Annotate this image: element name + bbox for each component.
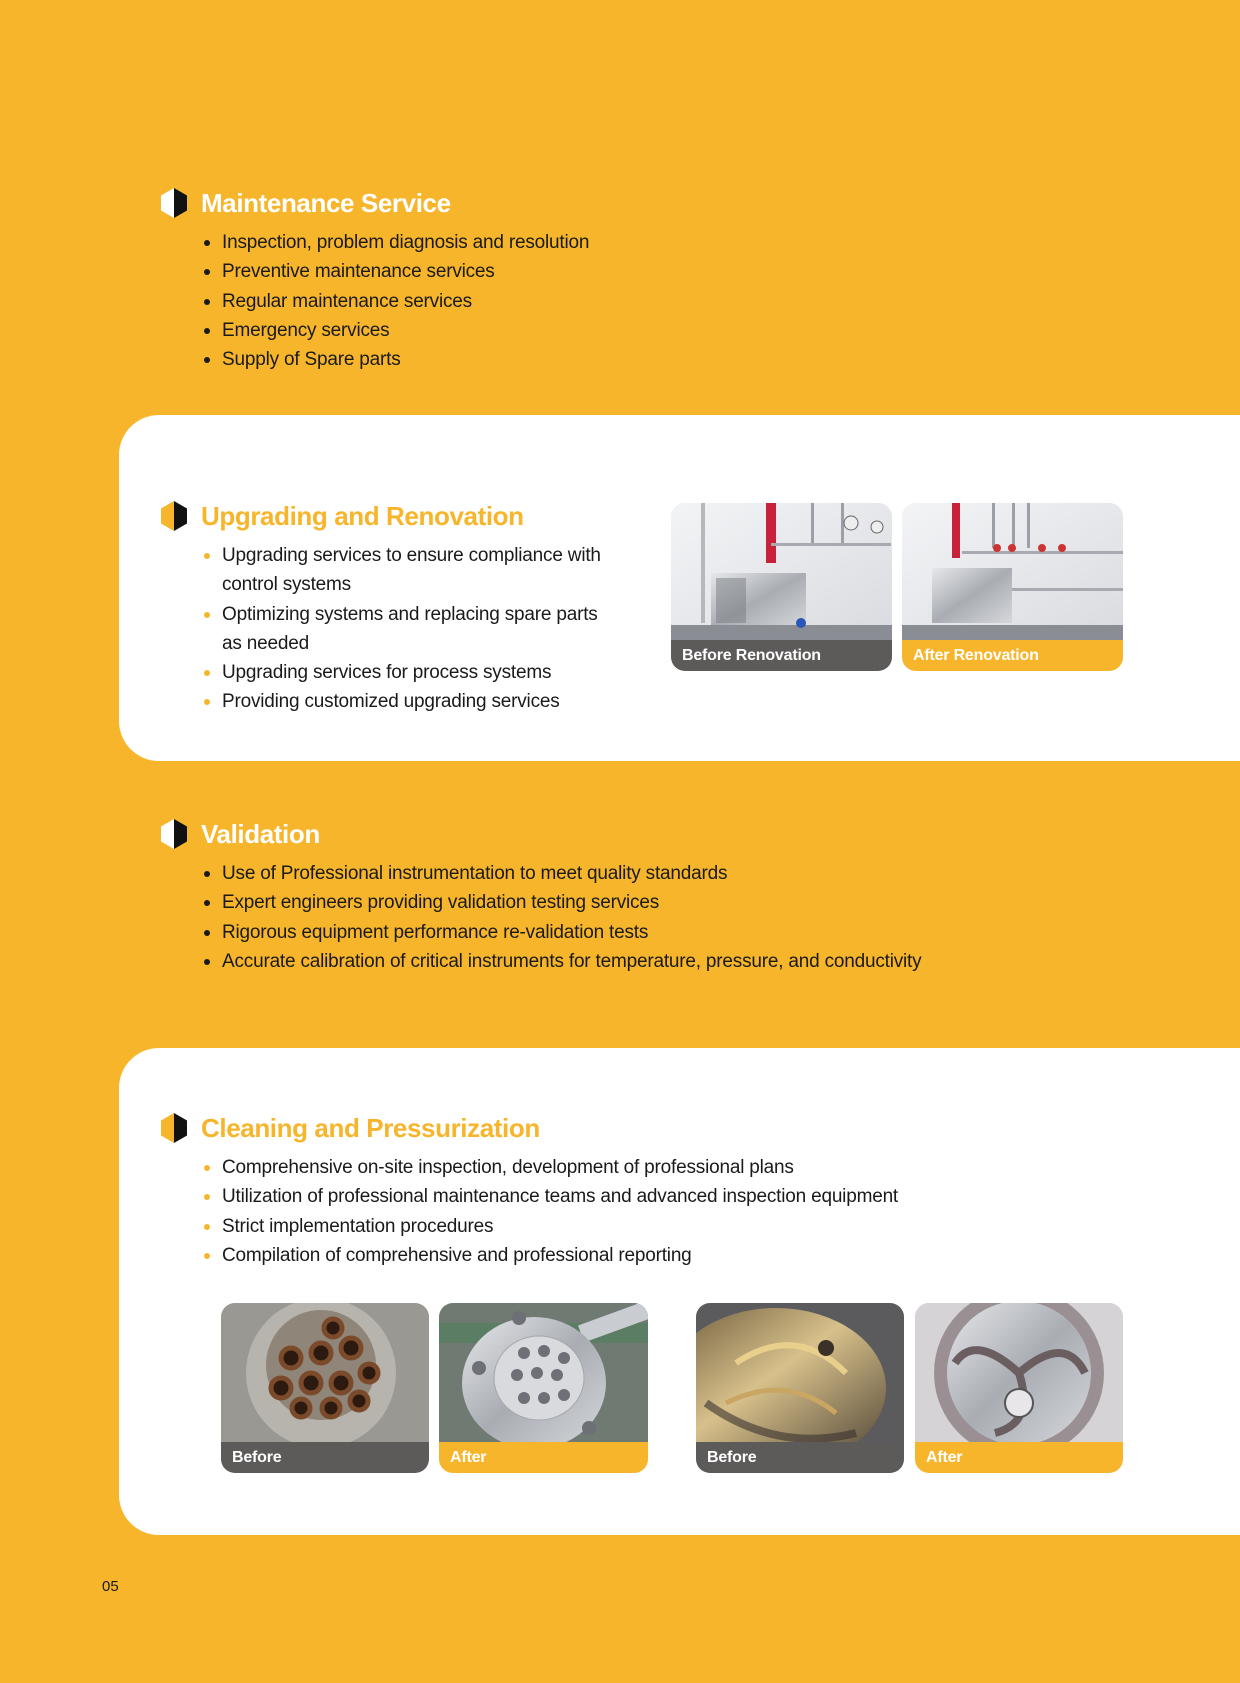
section-heading <box>160 819 921 849</box>
photo-piping-after <box>902 503 1123 640</box>
photo-rusty-tube-sheet <box>221 1303 429 1442</box>
image-label: After Renovation <box>902 640 1123 671</box>
section-title: Cleaning and Pressurization <box>201 1112 540 1143</box>
list-item: Rigorous equipment performance re-validation tests <box>204 918 921 947</box>
image-card-after <box>439 1303 648 1473</box>
list-item: Comprehensive on-site inspection, development of professional plans <box>204 1153 898 1182</box>
section-title: Validation <box>201 818 320 849</box>
section-validation <box>160 819 921 976</box>
hexagon-half-white-black-icon <box>160 188 188 218</box>
bullet-list <box>160 859 921 976</box>
list-item: Expert engineers providing validation testing services <box>204 888 921 917</box>
hexagon-half-orange-black-icon <box>160 501 188 531</box>
list-item: Compilation of comprehensive and professional reporting <box>204 1241 898 1270</box>
hexagon-half-orange-black-icon <box>160 1113 188 1143</box>
section-title: Upgrading and Renovation <box>201 500 524 531</box>
list-item: Emergency services <box>204 316 589 345</box>
image-card-before <box>221 1303 429 1473</box>
list-item: Inspection, problem diagnosis and resolution <box>204 228 589 257</box>
image-label: Before Renovation <box>671 640 892 671</box>
photo-clean-tube-sheet <box>439 1303 648 1442</box>
image-label: Before <box>696 1442 904 1473</box>
section-heading <box>160 1113 898 1143</box>
list-item: Upgrading services for process systems <box>204 658 612 687</box>
list-item: Optimizing systems and replacing spare parts as needed <box>204 600 612 659</box>
image-card-after <box>915 1303 1123 1473</box>
list-item: Supply of Spare parts <box>204 345 589 374</box>
section-cleaning-pressurization <box>160 1113 898 1270</box>
list-item: Regular maintenance services <box>204 287 589 316</box>
section-upgrading-renovation <box>160 501 612 717</box>
list-item: Use of Professional instrumentation to meet quality standards <box>204 859 921 888</box>
image-card-after-renovation <box>902 503 1123 671</box>
page-number: 05 <box>102 1578 119 1595</box>
bullet-list <box>160 228 589 374</box>
image-card-before-renovation <box>671 503 892 671</box>
image-label: After <box>915 1442 1123 1473</box>
list-item: Preventive maintenance services <box>204 257 589 286</box>
image-card-before <box>696 1303 904 1473</box>
image-label: Before <box>221 1442 429 1473</box>
photo-piping-before <box>671 503 892 640</box>
section-maintenance-service <box>160 188 589 374</box>
list-item: Providing customized upgrading services <box>204 687 612 716</box>
bullet-list <box>160 1153 898 1270</box>
list-item: Accurate calibration of critical instruments for temperature, pressure, and conductivity <box>204 947 921 976</box>
section-heading <box>160 188 589 218</box>
photo-polished-impeller <box>915 1303 1123 1442</box>
list-item: Strict implementation procedures <box>204 1212 898 1241</box>
list-item: Utilization of professional maintenance teams and advanced inspection equipment <box>204 1182 898 1211</box>
image-label: After <box>439 1442 648 1473</box>
section-title: Maintenance Service <box>201 187 451 218</box>
bullet-list <box>160 541 612 717</box>
section-heading <box>160 501 612 531</box>
list-item: Upgrading services to ensure compliance with control systems <box>204 541 612 600</box>
photo-stained-impeller <box>696 1303 904 1442</box>
hexagon-half-white-black-icon <box>160 819 188 849</box>
